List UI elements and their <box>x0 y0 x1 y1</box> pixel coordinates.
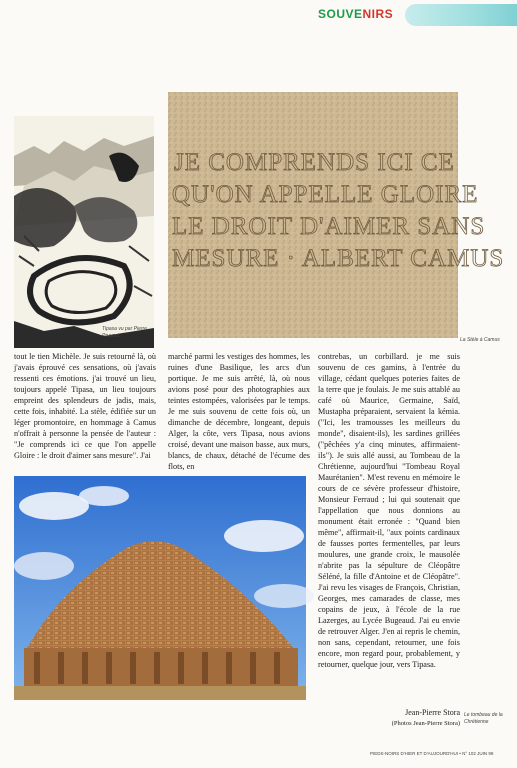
tipasa-sketch-image <box>14 116 154 348</box>
inscription-line: MESURE · ALBERT CAMUS <box>172 245 505 272</box>
inscription-line: QU'ON APPELLE GLOIRE <box>172 181 479 208</box>
article-column-2: marché parmi les vestiges des hommes, les ruines d'une Basilique, les arcs d'un portique. Je me suis arrêté, là, où nous avions posé pour des photographies aux teintes estompées, valorisées par le temps. Je me suis souvenu de cette fois où, un dimanche de décembre, longeant, depuis Alger, la côte, vers Tipasa, nous avions croisé, devant une maison basse, aux murs, blancs, de chaux, détaché de l'écume des flots, en <box>168 352 310 471</box>
article-column-1: tout le tien Michèle. Je suis retourné là, où j'avais éprouvé ces sensations, où j'avais ressenti ces émotions. j'ai trouvé un lieu, toujours appelé Tipasa, un lieu toujours empreint des splendeurs de jadis, mais, cette fois, inhabité. La stèle, édifiée sur un léger promontoire, en hommage à Camus n'offrait à personne la pensée de l'auteur : "Je comprends ici ce que l'on appelle Gloire : le droit d'aimer sans mesure". J'ai <box>14 352 156 460</box>
author-name: Jean-Pierre Stora <box>405 708 460 717</box>
inscription-line: LE DROIT D'AIMER SANS <box>172 213 486 240</box>
article-signature <box>372 707 460 729</box>
stone-caption: La Stèle à Camus <box>460 337 500 343</box>
article-column-3: contrebas, un corbillard. je me suis souvenu de ces gamins, à l'entrée du village, cédant quelques poteries faites de la terre que je foulais. Je me suis attablé au café où Maurice, Germaine, Saïd, Mustapha préparaient, servaient la kémia. ("Ici, les tramousses les meilleurs du monde", disaient-ils), les sardines grillées ("pêchées y'a cinq minutes, affirmaient-ils"). Je suis allé aussi, au Tombeau de la Chrétienne, aujourd'hui "Tombeau Royal Maurétanien". M'est revenu en mémoire le cours de ce sévère professeur d'histoire, Monsieur Ferraud ; lui qui soutenait que l'appellation que nous donnions au monument était erronée : "Quand bien même", affirmait-il, "aux points cardinaux de fausses portes fermentelles, par leurs moulures, une grande croix, le mausolée n'abrite pas la sépulture de Cléopâtre Séléné, la fille d'Antoine et de Cléopâtre". J'ai revu les visages de François, Christian, Georges, mes camarades de classe, mes copains de jeux, à l'école de la rue Lazerges, au Lycée Bugeaud. J'ai eu envie de retrouver Alger. J'en ai repris le chemin, non sans, cependant, retourner, une fois encore, mon regard pour, probablement, y retourner, quelque jour, vers Tipasa. <box>318 352 460 669</box>
section-title: SOUVENIRS <box>318 7 394 21</box>
tomb-caption: Le tombeau de la Chrétienne <box>464 712 503 725</box>
sketch-caption: Tipasa vu par Pierre Pruvost <box>102 326 147 339</box>
inscription-line: JE COMPRENDS ICI CE <box>174 149 455 176</box>
header-decoration <box>405 4 517 26</box>
camus-stele-image <box>168 92 505 338</box>
page-footer: PIEDS-NOIRS D'HIER ET D'AUJOURD'HUI • N° 102 JUIN 99 <box>370 751 494 756</box>
section-header <box>310 4 517 26</box>
photo-credit: (Photos Jean-Pierre Stora) <box>391 720 460 727</box>
tomb-photo-image <box>14 476 306 700</box>
